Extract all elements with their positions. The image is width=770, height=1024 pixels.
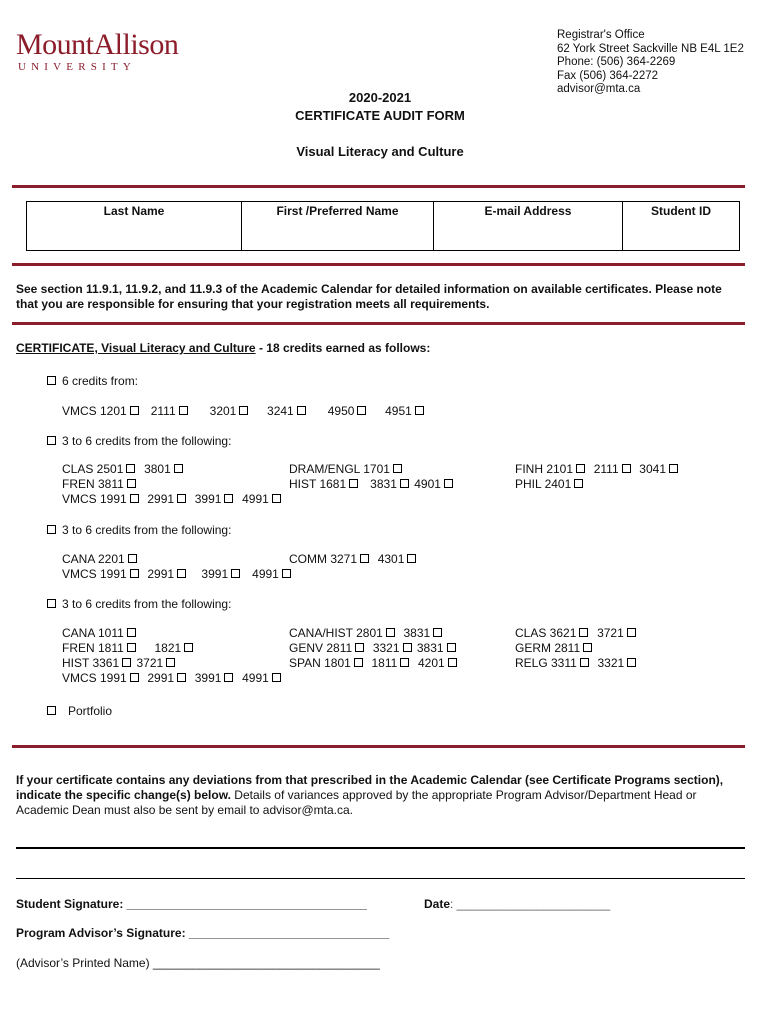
- course-code: 3831: [416, 641, 444, 655]
- course-code: HIST 3361: [62, 656, 120, 670]
- registrar-office-info: [557, 29, 744, 97]
- checkbox[interactable]: [627, 658, 636, 667]
- checkbox[interactable]: [627, 628, 636, 637]
- deviation-bold-text: If your certificate contains any deviations from that prescribed in the Academic Calendar (see Certificate Programs section), indicate the specific change(s) below.: [16, 773, 724, 802]
- course-code: 4951: [385, 404, 412, 418]
- checkbox[interactable]: [177, 494, 186, 503]
- student-signature-line[interactable]: Student Signature: ____________________________________: [16, 897, 367, 911]
- course-code: FREN 1811: [62, 641, 124, 655]
- requirement-3-col2: [289, 552, 418, 567]
- checkbox[interactable]: [297, 406, 306, 415]
- checkbox[interactable]: [130, 673, 139, 682]
- requirement-2-col1: [62, 462, 283, 507]
- course-code: PHIL 2401: [515, 477, 572, 491]
- office-line: advisor@mta.ca: [557, 83, 641, 95]
- checkbox[interactable]: [393, 464, 402, 473]
- course-code: VMCS 1991: [62, 492, 127, 506]
- portfolio-option: [47, 704, 112, 719]
- checkbox[interactable]: [444, 479, 453, 488]
- date-blank: : _______________________: [450, 897, 611, 911]
- course-code: 3321: [597, 656, 625, 670]
- course-code: 4950: [327, 404, 355, 418]
- course-code: 3721: [136, 656, 164, 670]
- course-code: 1821: [154, 641, 182, 655]
- date-line[interactable]: [424, 897, 610, 912]
- checkbox[interactable]: [433, 628, 442, 637]
- checkbox[interactable]: [583, 643, 592, 652]
- requirement-3-col1: [62, 552, 293, 582]
- column-header: Student ID: [651, 204, 711, 218]
- checkbox[interactable]: [272, 673, 281, 682]
- divider-rule: [12, 185, 745, 188]
- checkbox[interactable]: [130, 406, 139, 415]
- course-code: HIST 1681: [289, 477, 347, 491]
- course-code: CLAS 2501: [62, 462, 124, 476]
- course-code: RELG 3311: [515, 656, 577, 670]
- course-code: 4201: [417, 656, 445, 670]
- requirement-2-col3: [515, 462, 680, 492]
- checkbox[interactable]: [579, 628, 588, 637]
- checkbox[interactable]: [622, 464, 631, 473]
- checkbox[interactable]: [47, 436, 56, 445]
- certificate-credits: - 18 credits earned as follows:: [255, 341, 431, 355]
- advisor-signature-line[interactable]: Program Advisor’s Signature: ______________________________: [16, 926, 390, 940]
- checkbox[interactable]: [130, 569, 139, 578]
- email-field[interactable]: [434, 202, 623, 251]
- course-code: FREN 3811: [62, 477, 124, 491]
- course-code: 2991: [147, 671, 175, 685]
- course-code: 2991: [147, 492, 175, 506]
- student-id-field[interactable]: [623, 202, 740, 251]
- checkbox[interactable]: [126, 464, 135, 473]
- checkbox[interactable]: [349, 479, 358, 488]
- course-code: 3041: [639, 462, 666, 476]
- checkbox[interactable]: [231, 569, 240, 578]
- deviation-write-line[interactable]: [16, 878, 745, 879]
- checkbox[interactable]: [122, 658, 131, 667]
- checkbox[interactable]: [184, 643, 193, 652]
- course-code: 3241: [267, 404, 294, 418]
- course-code: 4991: [242, 492, 269, 506]
- notice-text: See section 11.9.1, 11.9.2, and 11.9.3 of the Academic Calendar for detailed information on available certificates. Please note that you are responsible for ensuring that your registration meets all requirements.: [16, 282, 722, 311]
- course-code: 3991: [194, 492, 222, 506]
- certificate-name: CERTIFICATE, Visual Literacy and Culture: [16, 341, 256, 355]
- checkbox[interactable]: [127, 628, 136, 637]
- course-code: VMCS 1201: [62, 404, 127, 418]
- course-code: 3991: [194, 671, 222, 685]
- checkbox[interactable]: [360, 554, 369, 563]
- office-line: Fax (506) 364-2272: [557, 69, 659, 82]
- checkbox[interactable]: [574, 479, 583, 488]
- checkbox[interactable]: [166, 658, 175, 667]
- checkbox[interactable]: [47, 706, 56, 715]
- requirement-text: Portfolio: [68, 704, 113, 718]
- course-code: 3201: [209, 404, 237, 418]
- course-code: 4991: [242, 671, 269, 685]
- course-code: GENV 2811: [289, 641, 353, 655]
- checkbox[interactable]: [130, 494, 139, 503]
- office-line: 62 York Street Sackville NB E4L 1E2: [557, 42, 744, 55]
- course-code: 2991: [147, 567, 175, 581]
- requirement-4-col1: [62, 626, 283, 686]
- deviation-instructions: [16, 773, 746, 818]
- divider-rule: [12, 322, 745, 325]
- checkbox[interactable]: [447, 643, 456, 652]
- requirement-2-col2: [289, 462, 455, 492]
- checkbox[interactable]: [576, 464, 585, 473]
- course-code: DRAM/ENGL 1701: [289, 462, 390, 476]
- course-code: GERM 2811: [515, 641, 581, 655]
- checkbox[interactable]: [127, 643, 136, 652]
- checkbox[interactable]: [47, 599, 56, 608]
- course-code: 4301: [377, 552, 405, 566]
- checkbox[interactable]: [400, 479, 409, 488]
- checkbox[interactable]: [400, 658, 409, 667]
- requirement-text: 3 to 6 credits from the following:: [62, 523, 232, 537]
- requirement-text: 3 to 6 credits from the following:: [62, 597, 232, 611]
- checkbox[interactable]: [282, 569, 291, 578]
- student-info-table: [26, 201, 740, 251]
- requirement-2-label: [47, 434, 231, 449]
- date-label: Date: [424, 897, 451, 911]
- checkbox[interactable]: [580, 658, 589, 667]
- course-code: CANA/HIST 2801: [289, 626, 383, 640]
- column-header: E-mail Address: [484, 204, 572, 218]
- requirement-4-col2: [289, 626, 459, 671]
- course-code: 2111: [593, 462, 619, 476]
- checkbox[interactable]: [357, 406, 366, 415]
- course-code: 4901: [414, 477, 441, 491]
- checkbox[interactable]: [448, 658, 457, 667]
- checkbox[interactable]: [128, 554, 137, 563]
- requirement-1-label: [47, 374, 138, 389]
- office-line: Registrar's Office: [557, 29, 645, 41]
- last-name-field[interactable]: [27, 202, 242, 251]
- checkbox[interactable]: [272, 494, 281, 503]
- university-logo-sub: UNIVERSITY: [18, 61, 136, 73]
- course-code: SPAN 1801: [289, 656, 351, 670]
- requirement-1-courses: [62, 404, 426, 419]
- course-code: CANA 1011: [62, 626, 124, 640]
- divider-rule: [12, 745, 745, 748]
- course-code: 1811: [371, 656, 398, 670]
- certificate-heading: [16, 341, 430, 356]
- advisor-printed-name-line[interactable]: (Advisor’s Printed Name) __________________________________: [16, 956, 380, 970]
- checkbox[interactable]: [127, 479, 136, 488]
- course-code: COMM 3271: [289, 552, 358, 566]
- deviation-normal-text: Details of variances approved by the appropriate Program Advisor/Department Head or Academic Dean must also be sent by email to advisor@mta.ca.: [16, 788, 697, 817]
- checkbox[interactable]: [355, 643, 364, 652]
- first-name-field[interactable]: [242, 202, 434, 251]
- checkbox[interactable]: [47, 525, 56, 534]
- office-line: Phone: (506) 364-2269: [557, 56, 676, 68]
- checkbox[interactable]: [224, 494, 233, 503]
- course-code: 3831: [370, 477, 397, 491]
- checkbox[interactable]: [177, 569, 186, 578]
- requirement-3-label: [47, 523, 231, 538]
- course-code: CLAS 3621: [515, 626, 577, 640]
- checkbox[interactable]: [403, 643, 412, 652]
- checkbox[interactable]: [179, 406, 188, 415]
- course-code: 3991: [201, 567, 229, 581]
- certificate-subject: Visual Literacy and Culture: [296, 144, 464, 159]
- requirement-text: 3 to 6 credits from the following:: [62, 434, 232, 448]
- form-title: CERTIFICATE AUDIT FORM: [295, 108, 465, 123]
- checkbox[interactable]: [239, 406, 248, 415]
- course-code: 2111: [150, 404, 176, 418]
- checkbox[interactable]: [174, 464, 183, 473]
- course-code: FINH 2101: [515, 462, 574, 476]
- checkbox[interactable]: [407, 554, 416, 563]
- requirement-4-col3: [515, 626, 638, 671]
- column-header: First /Preferred Name: [276, 204, 399, 218]
- course-code: 4991: [252, 567, 279, 581]
- form-year: 2020-2021: [348, 90, 412, 105]
- deviation-write-line[interactable]: [16, 847, 745, 849]
- course-code: VMCS 1991: [62, 567, 127, 581]
- checkbox[interactable]: [47, 376, 56, 385]
- checkbox[interactable]: [415, 406, 424, 415]
- checkbox[interactable]: [354, 658, 363, 667]
- divider-rule: [12, 263, 745, 266]
- course-code: 3831: [403, 626, 431, 640]
- university-logo-wordmark: MountAllison: [16, 28, 179, 61]
- course-code: VMCS 1991: [62, 671, 127, 685]
- column-header: Last Name: [103, 204, 165, 218]
- checkbox[interactable]: [177, 673, 186, 682]
- course-code: 3721: [597, 626, 624, 640]
- requirement-4-label: [47, 597, 231, 612]
- course-code: 3801: [144, 462, 171, 476]
- checkbox[interactable]: [669, 464, 678, 473]
- requirement-text: 6 credits from:: [62, 374, 139, 388]
- checkbox[interactable]: [386, 628, 395, 637]
- course-code: CANA 2201: [62, 552, 125, 566]
- course-code: 3321: [372, 641, 400, 655]
- checkbox[interactable]: [224, 673, 233, 682]
